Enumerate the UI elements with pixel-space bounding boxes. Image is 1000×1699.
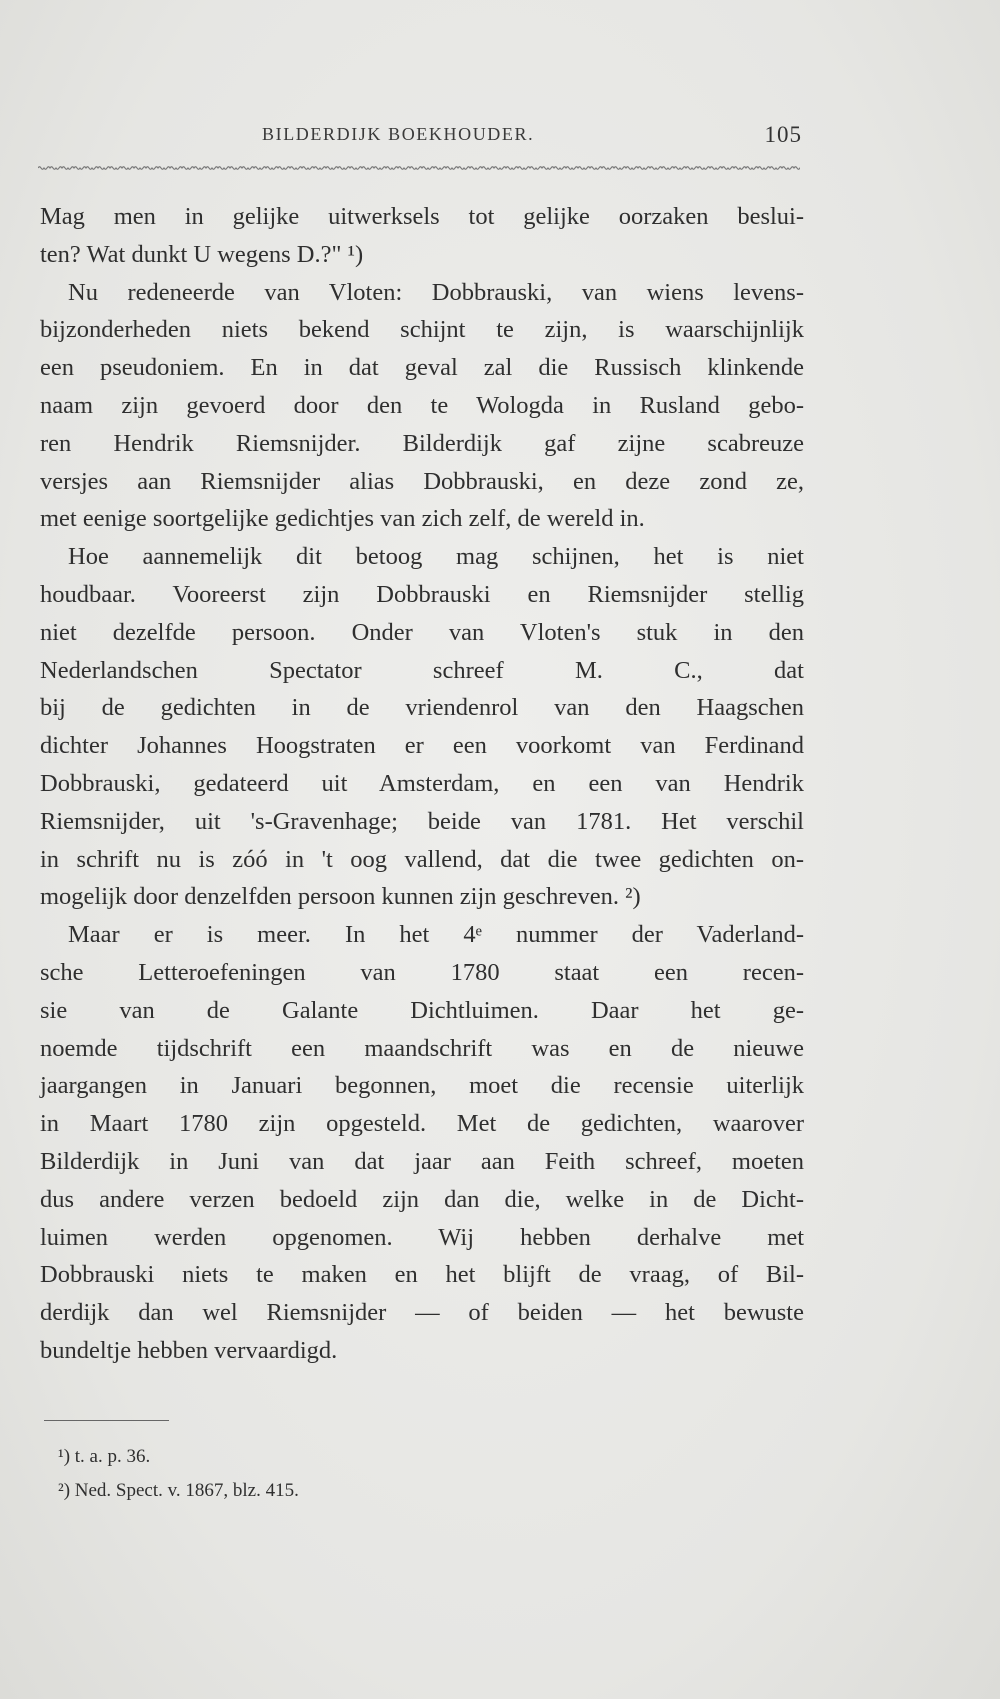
- text-line: Dobbrauski niets te maken en het blijft de vraag, of Bil-: [40, 1261, 804, 1289]
- text-line: sche Letteroefeningen van 1780 staat een recen-: [40, 958, 804, 986]
- page-header: [262, 122, 802, 152]
- footnote-rule: [44, 1420, 169, 1421]
- text-line: Nu redeneerde van Vloten: Dobbrauski, van wiens levens-: [68, 278, 804, 306]
- footnote: ¹) t. a. p. 36.: [58, 1446, 151, 1467]
- text-line: derdijk dan wel Riemsnijder — of beiden — het bewuste: [40, 1299, 804, 1327]
- text-line: jaargangen in Januari begonnen, moet die recensie uiterlijk: [40, 1072, 804, 1100]
- page-number: 105: [764, 122, 802, 147]
- text-line: in Maart 1780 zijn opgesteld. Met de gedichten, waarover: [40, 1110, 804, 1138]
- text-line: Dobbrauski, gedateerd uit Amsterdam, en een van Hendrik: [40, 769, 804, 797]
- text-line: dichter Johannes Hoogstraten er een voorkomt van Ferdinand: [40, 732, 804, 760]
- text-line: in schrift nu is zóó in 't oog vallend, dat die twee gedichten on-: [40, 845, 804, 873]
- footnotes: [58, 1440, 658, 1508]
- text-line: Mag men in gelijke uitwerksels tot gelijke oorzaken beslui-: [40, 203, 804, 230]
- text-line: een pseudoniem. En in dat geval zal die Russisch klinkende: [40, 354, 804, 382]
- text-line: niet dezelfde persoon. Onder van Vloten's stuk in den: [40, 618, 804, 646]
- text-line: Maar er is meer. In het 4ᵉ nummer der Vaderland-: [68, 921, 804, 949]
- text-line: mogelijk door denzelfden persoon kunnen zijn geschreven. ²): [40, 883, 641, 911]
- text-line: bundeltje hebben vervaardigd.: [40, 1336, 338, 1364]
- text-line: luimen werden opgenomen. Wij hebben derhalve met: [40, 1223, 804, 1251]
- text-line: noemde tijdschrift een maandschrift was en de nieuwe: [40, 1034, 804, 1062]
- header-wavy-rule: [38, 164, 800, 172]
- text-line: sie van de Galante Dichtluimen. Daar het ge-: [40, 996, 804, 1024]
- text-line: houdbaar. Vooreerst zijn Dobbrauski en Riemsnijder stellig: [40, 580, 804, 608]
- running-head: BILDERDIJK BOEKHOUDER.: [262, 124, 535, 144]
- text-line: naam zijn gevoerd door den te Wologda in Rusland gebo-: [40, 391, 804, 419]
- text-line: bij de gedichten in de vriendenrol van den Haagschen: [40, 694, 804, 722]
- text-line: Hoe aannemelijk dit betoog mag schijnen, het is niet: [68, 543, 804, 571]
- text-line: Riemsnijder, uit 's-Gravenhage; beide van 1781. Het verschil: [40, 807, 804, 835]
- text-line: dus andere verzen bedoeld zijn dan die, welke in de Dicht-: [40, 1185, 804, 1213]
- text-line: bijzonderheden niets bekend schijnt te zijn, is waarschijnlijk: [40, 316, 804, 344]
- text-line: ren Hendrik Riemsnijder. Bilderdijk gaf zijne scabreuze: [40, 429, 804, 457]
- text-line: Bilderdijk in Juni van dat jaar aan Feith schreef, moeten: [40, 1147, 804, 1175]
- text-line: versjes aan Riemsnijder alias Dobbrauski, en deze zond ze,: [40, 467, 804, 495]
- body-text: [40, 198, 804, 1370]
- text-line: ten? Wat dunkt U wegens D.?" ¹): [40, 240, 364, 268]
- text-line: Nederlandschen Spectator schreef M. C., dat: [40, 656, 804, 684]
- text-line: met eenige soortgelijke gedichtjes van zich zelf, de wereld in.: [40, 505, 645, 533]
- footnote: ²) Ned. Spect. v. 1867, blz. 415.: [58, 1480, 299, 1501]
